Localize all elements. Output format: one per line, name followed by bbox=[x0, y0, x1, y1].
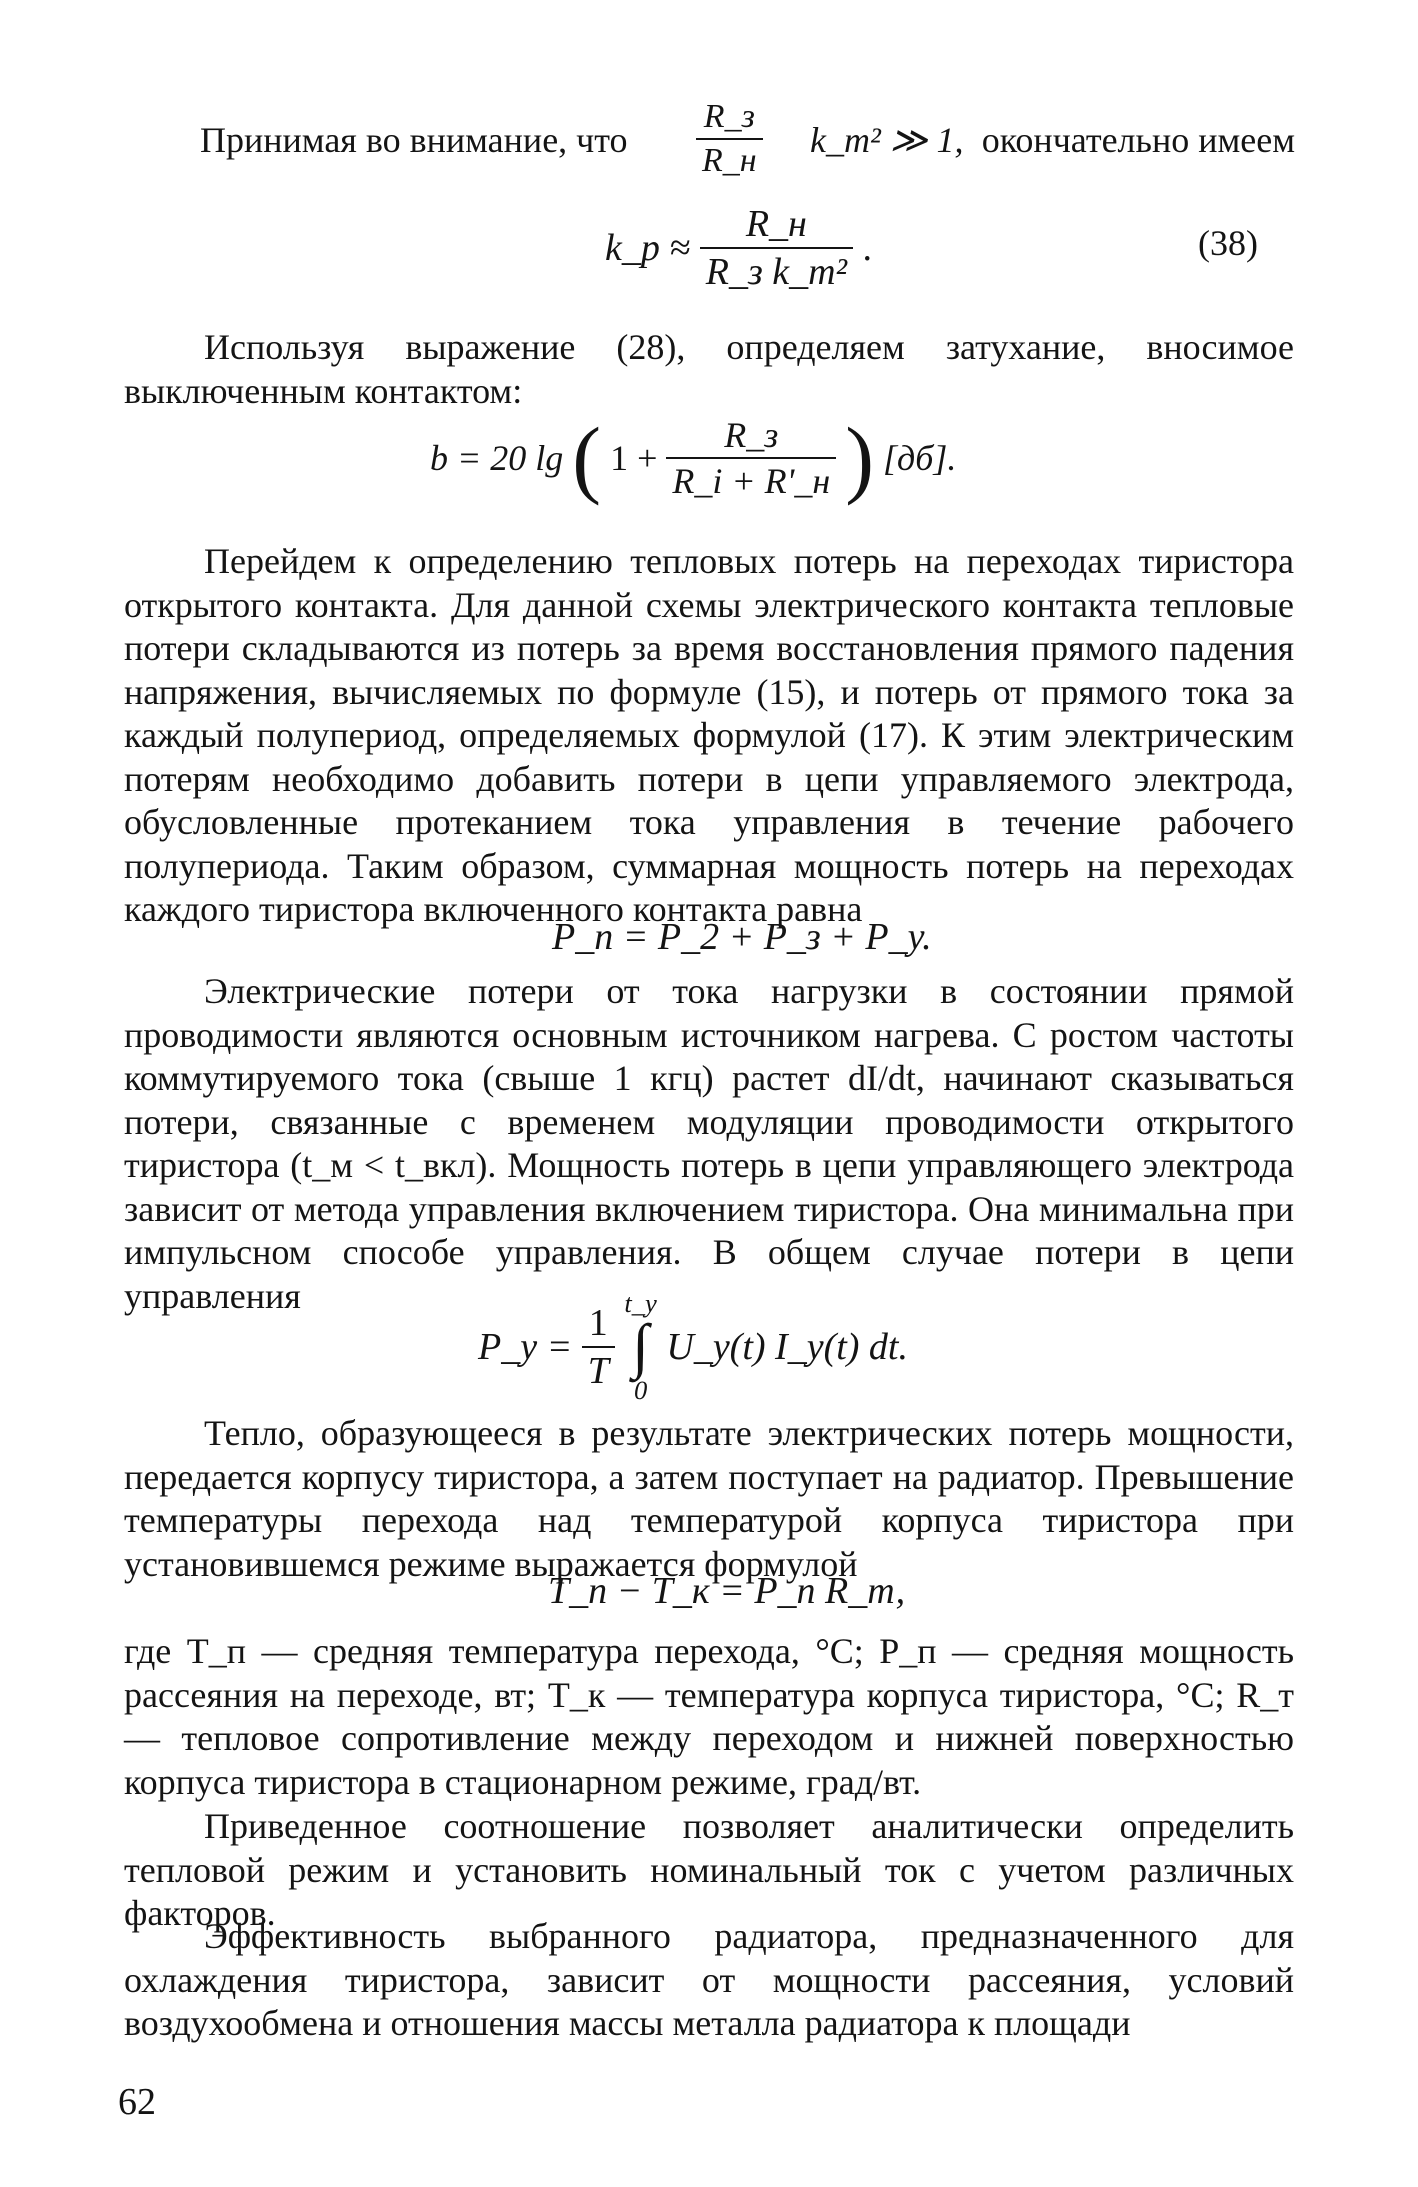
integral-sign bbox=[624, 1290, 657, 1404]
right-paren: ) bbox=[845, 410, 875, 506]
intro-condition-denominator: R_н bbox=[696, 138, 763, 178]
equation-attenuation bbox=[430, 410, 957, 506]
eq-attenuation-lhs: b = 20 lg bbox=[430, 438, 564, 479]
paragraph-losses: Перейдем к определению тепловых потерь на переходах тиристора открытого контакта. Для данной схемы электрического контакта тепловые потери складываются из потерь за время восстановления прямого падения напряжения, вычисляемых по формуле (15), и потерь от прямого тока за каждый полупериод, определяемых формулой (17). К этим электрическим потерям необходимо добавить потери в цепи управляемого электрода, обусловленные протеканием тока управления в течение рабочего полупериода. Таким образом, суммарная мощность потерь на переходах каждого тиристора включенного контакта равна bbox=[124, 541, 1294, 930]
paragraph-efficiency: Эффективность выбранного радиатора, предназначенного для охлаждения тиристора, зависит от мощности рассеяния, условий воздухообмена и отношения массы металла радиатора к площади bbox=[124, 1916, 1294, 2044]
eq-control-integrand: U_у(t) I_у(t) dt. bbox=[666, 1326, 908, 1368]
left-paren: ( bbox=[572, 410, 602, 506]
eq-control-denominator: T bbox=[582, 1346, 615, 1390]
page-number: 62 bbox=[118, 2081, 156, 2123]
paragraph-heat: Тепло, образующееся в результате электрических потерь мощности, передается корпусу тиристора, а затем поступает на радиатор. Превышение температуры перехода над температурой корпуса тиристора при установившемся режиме выражается формулой bbox=[124, 1413, 1294, 1584]
intro-condition-numerator: R_з bbox=[703, 98, 755, 135]
eq-attenuation-unit: [дб]. bbox=[883, 438, 957, 479]
eq-control-fraction bbox=[582, 1304, 615, 1390]
equation-temperature: T_п − T_к = P_п R_т, bbox=[548, 1570, 906, 1612]
eq-control-lhs: P_у = bbox=[478, 1326, 573, 1368]
eq-attenuation-fraction bbox=[666, 415, 836, 502]
paragraph-attenuation: Используя выражение (28), определяем затухание, вносимое выключенным контактом: bbox=[124, 327, 1294, 411]
paragraph-ratio: Приведенное соотношение позволяет аналитически определить тепловой режим и установить номинальный ток с учетом различных факторов. bbox=[124, 1806, 1294, 1934]
eq38-lhs: k_p ≈ bbox=[605, 227, 691, 269]
intro-text-after: окончательно имеем bbox=[981, 120, 1295, 160]
intro-text-before: Принимая во внимание, что bbox=[200, 120, 628, 160]
integral-lower-limit: 0 bbox=[633, 1375, 648, 1406]
eq38-trail: . bbox=[862, 227, 872, 269]
integral-icon: ∫ bbox=[632, 1312, 649, 1380]
intro-condition-rest: k_т² ≫ 1, bbox=[810, 120, 964, 160]
eq-attenuation-one-plus: 1 + bbox=[610, 438, 658, 479]
eq-attenuation-numerator: R_з bbox=[724, 415, 779, 456]
intro-condition-fraction bbox=[696, 100, 763, 178]
equation-control bbox=[478, 1290, 908, 1404]
eq-control-numerator: 1 bbox=[588, 1302, 608, 1344]
eq38-numerator: R_н bbox=[745, 203, 807, 245]
paragraph-electric: Электрические потери от тока нагрузки в состоянии прямой проводимости являются основным источником нагрева. С ростом частоты коммутируемого тока (свыше 1 кгц) растет dI/dt, начинают сказываться потери, связанные с временем модуляции проводимости открытого тиристора (t_м < t_вкл). Мощность потерь в цепи управляющего электрода зависит от метода управления включением тиристора. Она минимальна при импульсном способе управления. В общем случае потери в цепи управления bbox=[124, 971, 1294, 1316]
eq-attenuation-denominator: R_i + R'_н bbox=[666, 457, 836, 499]
equation-power-sum: P_п = P_2 + P_з + P_у. bbox=[552, 916, 932, 958]
eq38-denominator: R_з k_т² bbox=[700, 247, 853, 291]
integral-upper-limit: t_у bbox=[624, 1288, 657, 1318]
equation-number-38: (38) bbox=[1198, 223, 1258, 263]
equation-38 bbox=[605, 205, 872, 291]
paragraph-where: где T_п — средняя температура перехода, °C; P_п — средняя мощность рассеяния на переходе, вт; T_к — температура корпуса тиристора, °C; R_т — тепловое сопротивление между переходом и нижней поверхностью корпуса тиристора в стационарном режиме, град/вт. bbox=[124, 1631, 1294, 1802]
eq38-fraction bbox=[700, 205, 853, 291]
